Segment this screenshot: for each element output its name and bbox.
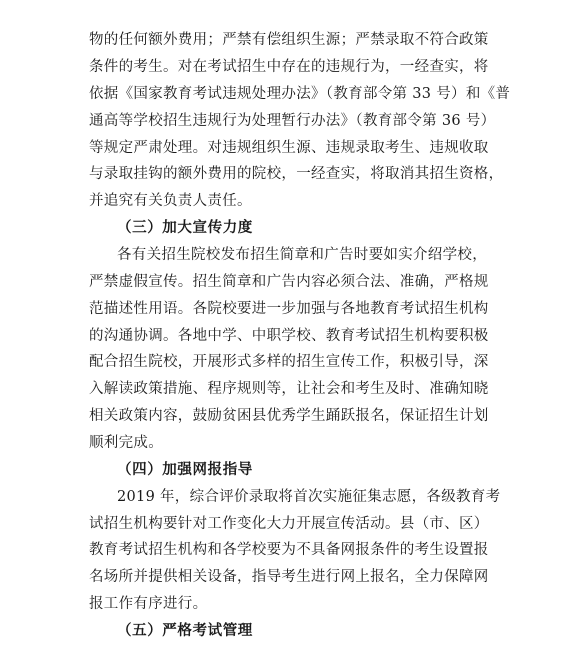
paragraph-line: 条件的考生。对在考试招生中存在的违规行为，一经查实，将 bbox=[89, 58, 489, 75]
paragraph-line: 教育考试招生机构和各学校要为不具备网报条件的考生设置报 bbox=[89, 542, 489, 559]
section-heading: （四）加强网报指导 bbox=[117, 460, 253, 478]
section-heading: （五）严格考试管理 bbox=[117, 622, 253, 639]
paragraph-line: 通高等学校招生违规行为处理暂行办法》（教育部令第 36 号） bbox=[89, 112, 496, 129]
paragraph-line: 各有关招生院校发布招生简章和广告时要如实介绍学校， bbox=[117, 246, 487, 263]
paragraph-line: 等规定严肃处理。对违规组织生源、违规录取考生、违规收取 bbox=[89, 139, 489, 156]
paragraph-line: 名场所并提供相关设备，指导考生进行网上报名，全力保障网 bbox=[89, 569, 489, 586]
paragraph-line: 配合招生院校，开展形式多样的招生宣传工作，积极引导，深 bbox=[89, 354, 489, 371]
paragraph-line: 入解读政策措施、程序规则等，让社会和考生及时、准确知晓 bbox=[89, 381, 489, 398]
paragraph-line: 相关政策内容，鼓励贫困县优秀学生踊跃报名，保证招生计划 bbox=[89, 408, 489, 425]
paragraph-line: 依据《国家教育考试违规处理办法》（教育部令第 33 号）和《普 bbox=[89, 85, 511, 102]
paragraph-line: 2019 年，综合评价录取将首次实施征集志愿，各级教育考 bbox=[117, 488, 501, 505]
paragraph-line: 与录取挂钩的额外费用的院校，一经查实，将取消其招生资格， bbox=[89, 166, 504, 183]
paragraph-line: 范描述性用语。各院校要进一步加强与各地教育考试招生机构 bbox=[89, 300, 489, 317]
paragraph-line: 并追究有关负责人责任。 bbox=[89, 193, 252, 210]
paragraph-line: 严禁虚假宣传。招生简章和广告内容必须合法、准确，严格规 bbox=[89, 273, 489, 290]
section-heading: （三）加大宣传力度 bbox=[117, 219, 253, 236]
paragraph-line: 顺利完成。 bbox=[89, 435, 163, 451]
paragraph-line: 的沟通协调。各地中学、中职学校、教育考试招生机构要积极 bbox=[89, 327, 489, 344]
paragraph-line: 物的任何额外费用；严禁有偿组织生源；严禁录取不符合政策 bbox=[89, 32, 489, 48]
paragraph-line: 试招生机构要针对工作变化大力开展宣传活动。县（市、区） bbox=[89, 515, 489, 532]
paragraph-line: 报工作有序进行。 bbox=[89, 596, 208, 613]
